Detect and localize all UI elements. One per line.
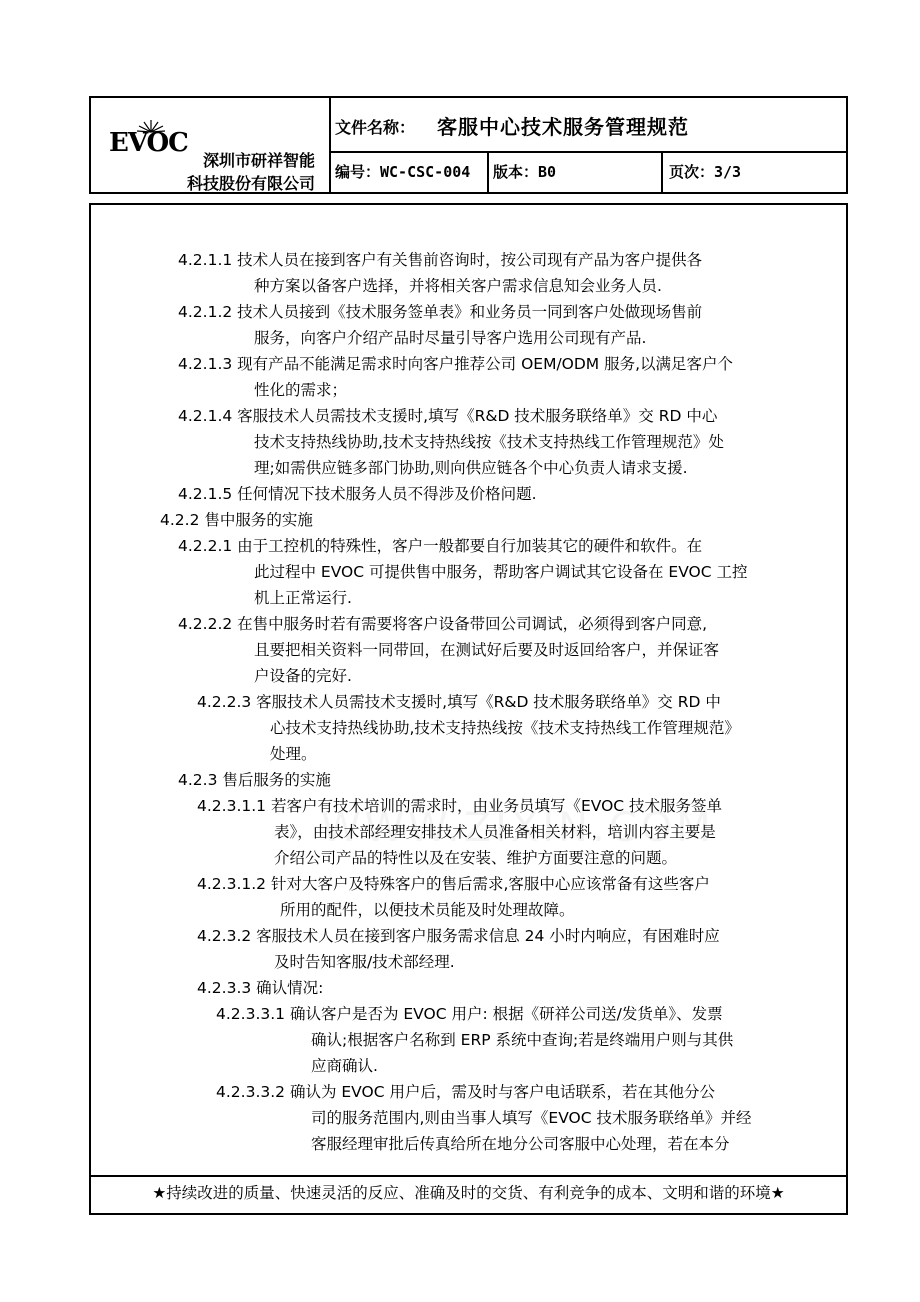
- text-line: 表》，由技术部经理安排技术人员准备相关材料，培训内容主要是: [274, 823, 716, 841]
- doc-version: 版本：B0: [489, 153, 663, 192]
- doc-page: 页次：3/3: [669, 163, 742, 181]
- text-line: 客服经理审批后传真给所在地分公司客服中心处理，若在本分: [311, 1135, 730, 1153]
- text-line: 机上正常运行.: [254, 589, 352, 607]
- text-line: 确认;根据客户名称到 ERP 系统中查询;若是终端用户则与其供: [311, 1031, 734, 1049]
- text-line: 处理。: [270, 745, 317, 763]
- file-title-value: 客服中心技术服务管理规范: [437, 115, 689, 139]
- text-line: 4.2.3.3 确认情况:: [197, 979, 324, 997]
- text-line: 介绍公司产品的特性以及在安装、维护方面要注意的问题。: [274, 849, 678, 867]
- text-line: 4.2.3.1.1 若客户有技术培训的需求时，由业务员填写《EVOC 技术服务签单: [197, 797, 723, 815]
- text-line: 4.2.2.1 由于工控机的特殊性，客户一般都要自行加装其它的硬件和软件。在: [178, 537, 703, 555]
- text-line: 应商确认.: [311, 1057, 378, 1075]
- document-body: [89, 203, 848, 1215]
- company-name-line1: 深圳市研祥智能: [202, 151, 315, 170]
- file-title-cell: [331, 98, 846, 153]
- text-line: 理;如需供应链多部门协助,则向供应链各个中心负责人请求支援.: [254, 459, 688, 477]
- section-heading: 4.2.2 售中服务的实施: [160, 511, 313, 529]
- text-line: 4.2.3.1.2 针对大客户及特殊客户的售后需求,客服中心应该常备有这些客户: [197, 875, 710, 893]
- text-line: 4.2.2.3 客服技术人员需技术支援时,填写《R&D 技术服务联络单》交 RD 中: [197, 693, 721, 711]
- text-line: 性化的需求；: [254, 381, 348, 399]
- text-line: 技术支持热线协助,技术支持热线按《技术支持热线工作管理规范》处: [254, 433, 724, 451]
- text-line: 种方案以备客户选择，并将相关客户需求信息知会业务人员.: [254, 277, 662, 295]
- text-line: 所用的配件，以便技术员能及时处理故障。: [280, 901, 575, 919]
- footer-divider: [91, 1175, 846, 1177]
- text-line: 4.2.1.4 客服技术人员需技术支援时,填写《R&D 技术服务联络单》交 RD 中心: [178, 407, 718, 425]
- text-line: 心技术支持热线协助,技术支持热线按《技术支持热线工作管理规范》: [270, 719, 740, 737]
- text-line: 户设备的完好.: [254, 667, 352, 685]
- footer-slogan: ★持续改进的质量、快速灵活的反应、准确及时的交货、有利竞争的成本、文明和谐的环境★: [152, 1184, 785, 1202]
- section-heading: 4.2.3 售后服务的实施: [178, 771, 331, 789]
- logo-text: EVOC: [109, 128, 188, 158]
- text-line: 4.2.1.5 任何情况下技术服务人员不得涉及价格问题.: [178, 485, 537, 503]
- text-line: 4.2.3.3.2 确认为 EVOC 用户后，需及时与客户电话联系，若在其他分公: [216, 1083, 715, 1101]
- text-line: 且要把相关资料一同带回，在测试好后要及时返回给客户，并保证客: [254, 641, 720, 659]
- text-line: 服务，向客户介绍产品时尽量引导客户选用公司现有产品.: [254, 329, 647, 347]
- text-line: 4.2.1.2 技术人员接到《技术服务签单表》和业务员一同到客户处做现场售前: [178, 303, 703, 321]
- doc-meta-row: [331, 153, 846, 192]
- text-line: 及时告知客服/技术部经理.: [274, 953, 455, 971]
- text-line: 4.2.2.2 在售中服务时若有需要将客户设备带回公司调试，必须得到客户同意,: [178, 615, 708, 633]
- doc-number: 编号：WC-CSC-004: [331, 153, 489, 192]
- text-line: 4.2.1.3 现有产品不能满足需求时向客户推荐公司 OEM/ODM 服务,以满足客户个: [178, 355, 734, 373]
- text-line: 4.2.3.2 客服技术人员在接到客户服务需求信息 24 小时内响应，有困难时应: [197, 927, 720, 945]
- text-line: 此过程中 EVOC 可提供售中服务，帮助客户调试其它设备在 EVOC 工控: [254, 563, 748, 581]
- text-line: 4.2.3.3.1 确认客户是否为 EVOC 用户: 根据《研祥公司送/发货单》、发票: [216, 1005, 723, 1023]
- document-header: [89, 96, 848, 194]
- file-title-label: 文件名称：: [335, 118, 416, 137]
- company-name-line2: 科技股份有限公司: [186, 174, 315, 193]
- text-line: 4.2.1.1 技术人员在接到客户有关售前咨询时，按公司现有产品为客户提供各: [178, 251, 703, 269]
- company-logo-cell: [91, 98, 331, 192]
- text-line: 司的服务范围内,则由当事人填写《EVOC 技术服务联络单》并经: [311, 1109, 752, 1127]
